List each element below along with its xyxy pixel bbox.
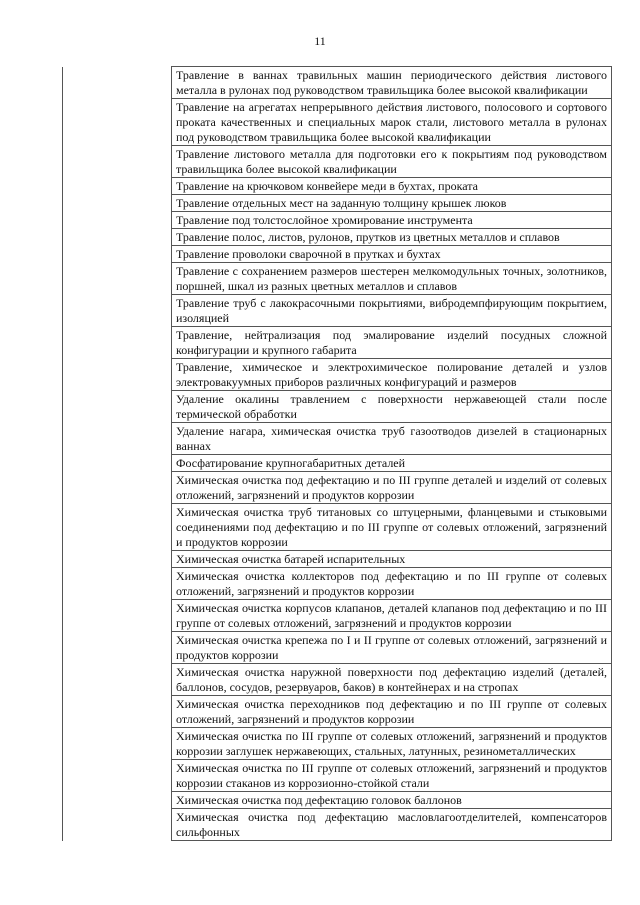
table-row (63, 295, 612, 327)
empty-left-cell (63, 472, 172, 504)
work-description: Удаление нагара, химическая очистка труб газоотводов дизелей в стационарных ваннах (176, 424, 607, 453)
table-row (63, 263, 612, 295)
empty-left-cell (63, 455, 172, 472)
work-description-cell (172, 195, 612, 212)
work-description: Травление полос, листов, рулонов, прутков из цветных металлов и сплавов (176, 230, 560, 244)
work-description-cell (172, 99, 612, 146)
work-description-cell (172, 246, 612, 263)
table-row (63, 696, 612, 728)
work-description: Травление труб с лакокрасочными покрытиями, вибродемпфирующим покрытием, изоляцией (176, 296, 607, 325)
empty-left-cell (63, 792, 172, 809)
empty-left-cell (63, 568, 172, 600)
empty-left-cell (63, 195, 172, 212)
empty-left-cell (63, 728, 172, 760)
work-description: Химическая очистка батарей испарительных (176, 552, 406, 566)
work-description-cell (172, 632, 612, 664)
empty-left-cell (63, 327, 172, 359)
work-description-cell (172, 551, 612, 568)
empty-left-cell (63, 295, 172, 327)
table-row (63, 504, 612, 551)
empty-left-cell (63, 391, 172, 423)
empty-left-cell (63, 760, 172, 792)
table-row (63, 600, 612, 632)
work-description-cell (172, 504, 612, 551)
table-row (63, 246, 612, 263)
work-description-cell (172, 664, 612, 696)
table-row (63, 391, 612, 423)
work-description: Травление листового металла для подготовки его к покрытиям под руководством травильщика более высокой квалификации (176, 147, 607, 176)
work-description-cell (172, 295, 612, 327)
work-description: Химическая очистка наружной поверхности под дефектацию изделий (деталей, баллонов, сосудов, резервуаров, баков) в контейнерах и на стропах (176, 665, 607, 694)
table-row (63, 664, 612, 696)
table-row (63, 423, 612, 455)
work-description: Травление в ваннах травильных машин периодического действия листового металла в рулонах под руководством травильщика более высокой квалификации (176, 68, 607, 97)
table-row (63, 551, 612, 568)
work-description: Химическая очистка корпусов клапанов, деталей клапанов под дефектацию и по III группе от солевых отложений, загрязнений и продуктов коррозии (176, 601, 607, 630)
work-description: Травление проволоки сварочной в прутках и бухтах (176, 247, 441, 261)
empty-left-cell (63, 263, 172, 295)
table-row (63, 359, 612, 391)
work-description-cell (172, 327, 612, 359)
work-description-cell (172, 391, 612, 423)
empty-left-cell (63, 504, 172, 551)
work-description: Химическая очистка переходников под дефектацию и по III группе от солевых отложений, загрязнений и продуктов коррозии (176, 697, 607, 726)
table-row (63, 632, 612, 664)
work-description: Травление с сохранением размеров шестерен мелкомодульных точных, золотников, поршней, шкал из разных цветных металлов и сплавов (176, 264, 607, 293)
empty-left-cell (63, 359, 172, 391)
work-description-cell (172, 178, 612, 195)
work-list-table (62, 66, 612, 841)
table-row (63, 472, 612, 504)
work-description: Химическая очистка под дефектацию головок баллонов (176, 793, 462, 807)
work-description-cell (172, 568, 612, 600)
empty-left-cell (63, 423, 172, 455)
table-row (63, 99, 612, 146)
empty-left-cell (63, 551, 172, 568)
work-description: Травление, нейтрализация под эмалирование изделий посудных сложной конфигурации и крупного габарита (176, 328, 607, 357)
work-description: Травление на крючковом конвейере меди в бухтах, проката (176, 179, 478, 193)
work-description: Фосфатирование крупногабаритных деталей (176, 456, 406, 470)
work-description-cell (172, 359, 612, 391)
table-row (63, 327, 612, 359)
empty-left-cell (63, 632, 172, 664)
empty-left-cell (63, 178, 172, 195)
work-description: Удаление окалины травлением с поверхности нержавеющей стали после термической обработки (176, 392, 607, 421)
work-description-cell (172, 696, 612, 728)
work-description: Химическая очистка по III группе от солевых отложений, загрязнений и продуктов коррозии стаканов из коррозионно-стойкой стали (176, 761, 607, 790)
work-description-cell (172, 792, 612, 809)
work-description-cell (172, 728, 612, 760)
table-body (63, 67, 612, 841)
work-description-cell (172, 472, 612, 504)
empty-left-cell (63, 809, 172, 841)
empty-left-cell (63, 146, 172, 178)
empty-left-cell (63, 212, 172, 229)
table-row (63, 195, 612, 212)
empty-left-cell (63, 246, 172, 263)
work-description: Химическая очистка коллекторов под дефектацию и по III группе от солевых отложений, загрязнений и продуктов коррозии (176, 569, 607, 598)
table-row (63, 212, 612, 229)
empty-left-cell (63, 600, 172, 632)
work-description-cell (172, 263, 612, 295)
work-description-cell (172, 146, 612, 178)
empty-left-cell (63, 99, 172, 146)
empty-left-cell (63, 696, 172, 728)
table-row (63, 792, 612, 809)
work-description-cell (172, 760, 612, 792)
work-description-cell (172, 809, 612, 841)
work-description: Химическая очистка под дефектацию масловлагоотделителей, компенсаторов сильфонных (176, 810, 607, 839)
table-row (63, 728, 612, 760)
page-number: 11 (314, 34, 326, 48)
table-row (63, 229, 612, 246)
table-row (63, 568, 612, 600)
work-description: Химическая очистка труб титановых со штуцерными, фланцевыми и стыковыми соединениями под дефектацию и по III группе от солевых отложений, загрязнений и продуктов коррозии (176, 505, 607, 549)
work-description: Химическая очистка под дефектацию и по III группе деталей и изделий от солевых отложений, загрязнений и продуктов коррозии (176, 473, 607, 502)
work-description: Травление на агрегатах непрерывного действия листового, полосового и сортового проката качественных и специальных марок стали, листового металла в рулонах под руководством травильщика более высокой квалификации (176, 100, 607, 144)
table-row (63, 67, 612, 99)
empty-left-cell (63, 67, 172, 99)
work-description-cell (172, 67, 612, 99)
work-description-cell (172, 229, 612, 246)
work-description-cell (172, 212, 612, 229)
work-description: Химическая очистка крепежа по I и II группе от солевых отложений, загрязнений и продуктов коррозии (176, 633, 607, 662)
work-description-cell (172, 600, 612, 632)
work-description: Травление, химическое и электрохимическое полирование деталей и узлов электровакуумных приборов различных конфигураций и размеров (176, 360, 607, 389)
table-row (63, 760, 612, 792)
table-row (63, 178, 612, 195)
table-row (63, 455, 612, 472)
work-description: Травление отдельных мест на заданную толщину крышек люков (176, 196, 507, 210)
work-description: Химическая очистка по III группе от солевых отложений, загрязнений и продуктов коррозии заглушек нержавеющих, стальных, латунных, резинометаллических (176, 729, 607, 758)
work-description-cell (172, 455, 612, 472)
table-row (63, 809, 612, 841)
work-description-cell (172, 423, 612, 455)
table-row (63, 146, 612, 178)
empty-left-cell (63, 664, 172, 696)
empty-left-cell (63, 229, 172, 246)
work-description: Травление под толстослойное хромирование инструмента (176, 213, 473, 227)
